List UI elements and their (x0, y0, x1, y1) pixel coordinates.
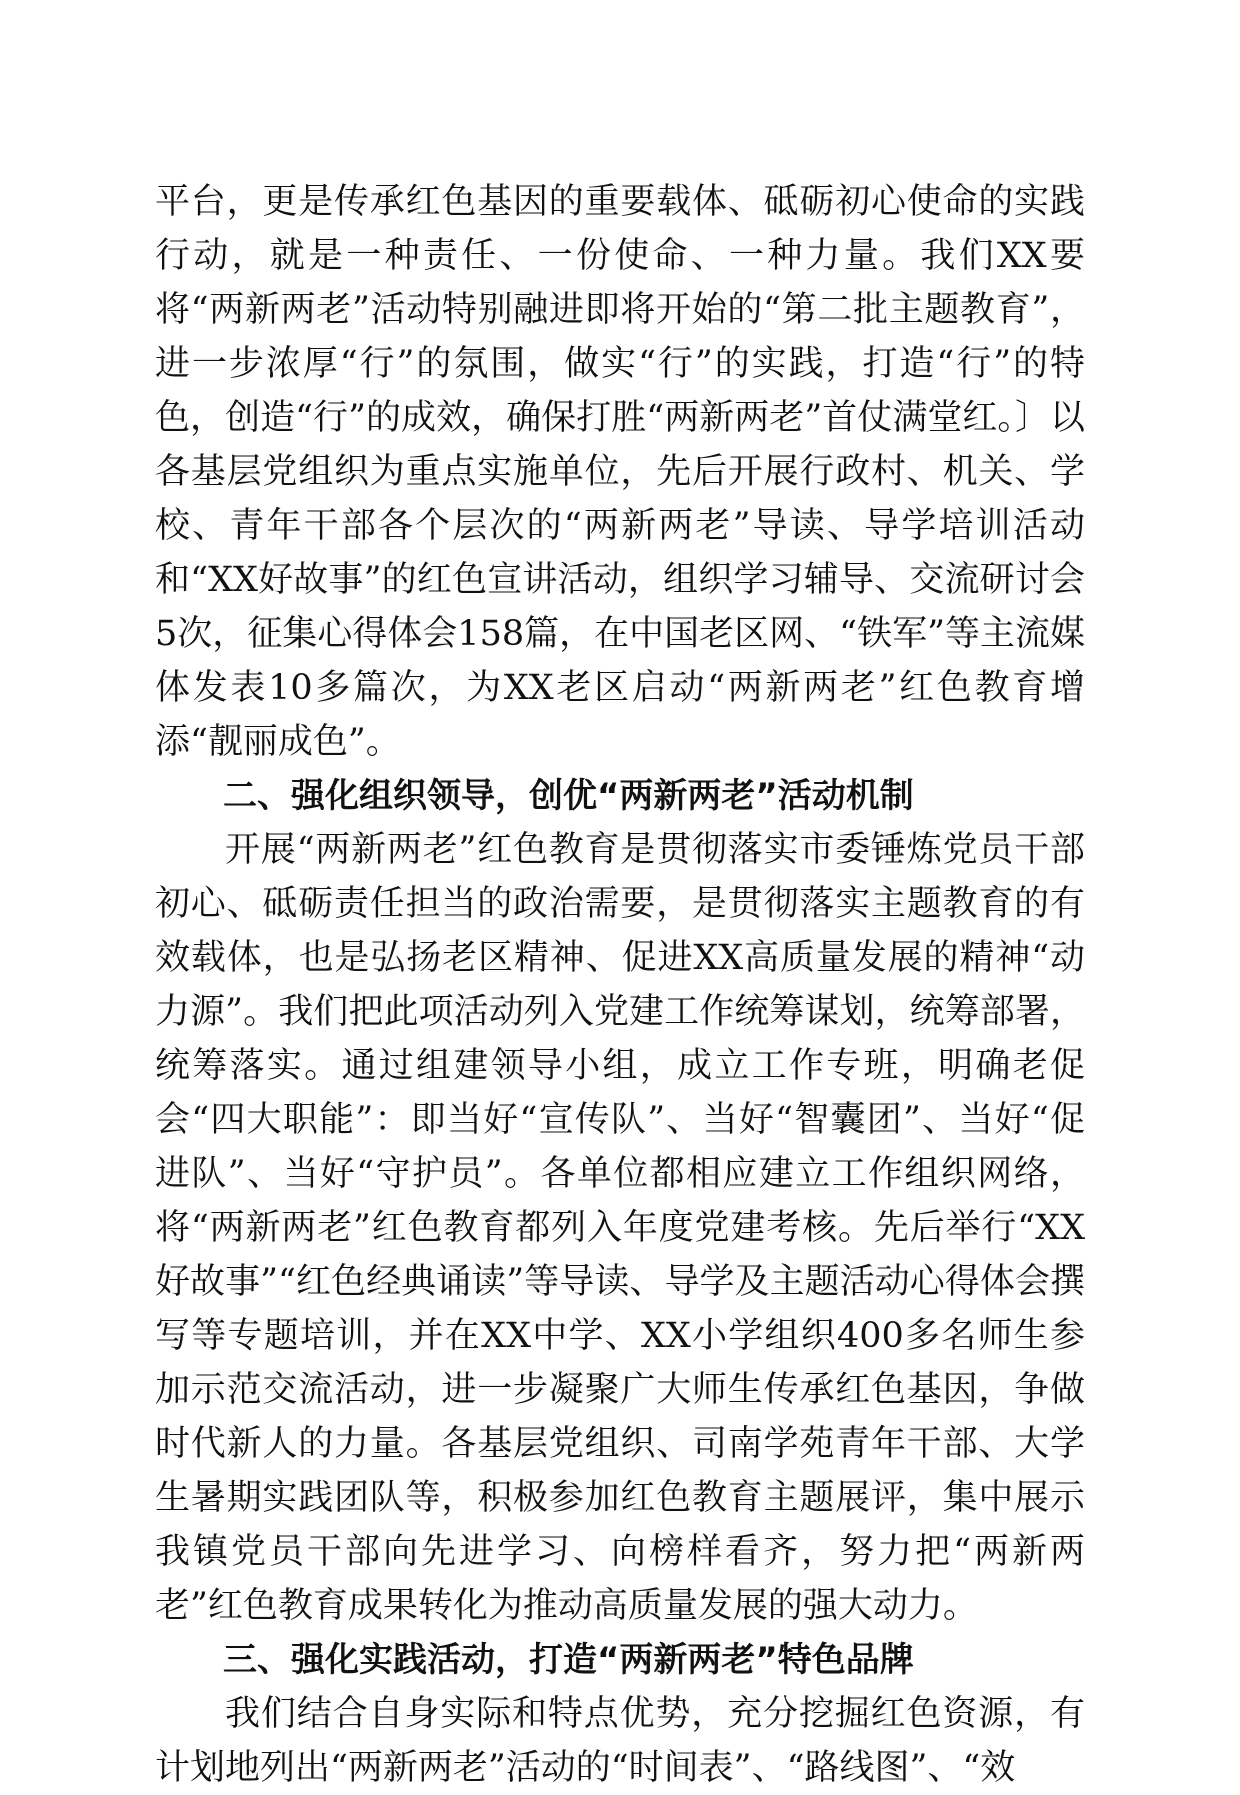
paragraph-organization: 开展“两新两老”红色教育是贯彻落实市委锤炼党员干部初心、砥砺责任担当的政治需要，是贯彻落实主题教育的有效载体，也是弘扬老区精神、促进XX高质量发展的精神“动力源”。我们把此项活动列入党建工作统筹谋划，统筹部署，统筹落实。通过组建领导小组，成立工作专班，明确老促会“四大职能”：即当好“宣传队”、当好“智囊团”、当好“促进队”、当好“守护员”。各单位都相应建立工作组织网络，将“两新两老”红色教育都列入年度党建考核。先后举行“XX好故事”“红色经典诵读”等导读、导学及主题活动心得体会撰写等专题培训，并在XX中学、XX小学组织400多名师生参加示范交流活动，进一步凝聚广大师生传承红色基因，争做时代新人的力量。各基层党组织、司南学苑青年干部、大学生暑期实践团队等，积极参加红色教育主题展评，集中展示我镇党员干部向先进学习、向榜样看齐，努力把“两新两老”红色教育成果转化为推动高质量发展的强大动力。 (155, 830, 1085, 1626)
paragraph-practice: 我们结合自身实际和特点优势，充分挖掘红色资源，有计划地列出“两新两老”活动的“时间表”、“路线图”、“效 (155, 1694, 1085, 1788)
section-heading-three: 三、强化实践活动，打造“两新两老”特色品牌 (223, 1640, 914, 1680)
document-body (155, 175, 1085, 1795)
paragraph-continuation: 平台，更是传承红色基因的重要载体、砥砺初心使命的实践行动，就是一种责任、一份使命、一种力量。我们XX要将“两新两老”活动特别融进即将开始的“第二批主题教育”，进一步浓厚“行”的氛围，做实“行”的实践，打造“行”的特色，创造“行”的成效，确保打胜“两新两老”首仗满堂红。〕以各基层党组织为重点实施单位，先后开展行政村、机关、学校、青年干部各个层次的“两新两老”导读、导学培训活动和“XX好故事”的红色宣讲活动，组织学习辅导、交流研讨会5次，征集心得体会158篇，在中国老区网、“铁军”等主流媒体发表10多篇次，为XX老区启动“两新两老”红色教育增添“靓丽成色”。 (155, 182, 1085, 762)
section-heading-two: 二、强化组织领导，创优“两新两老”活动机制 (223, 776, 914, 816)
